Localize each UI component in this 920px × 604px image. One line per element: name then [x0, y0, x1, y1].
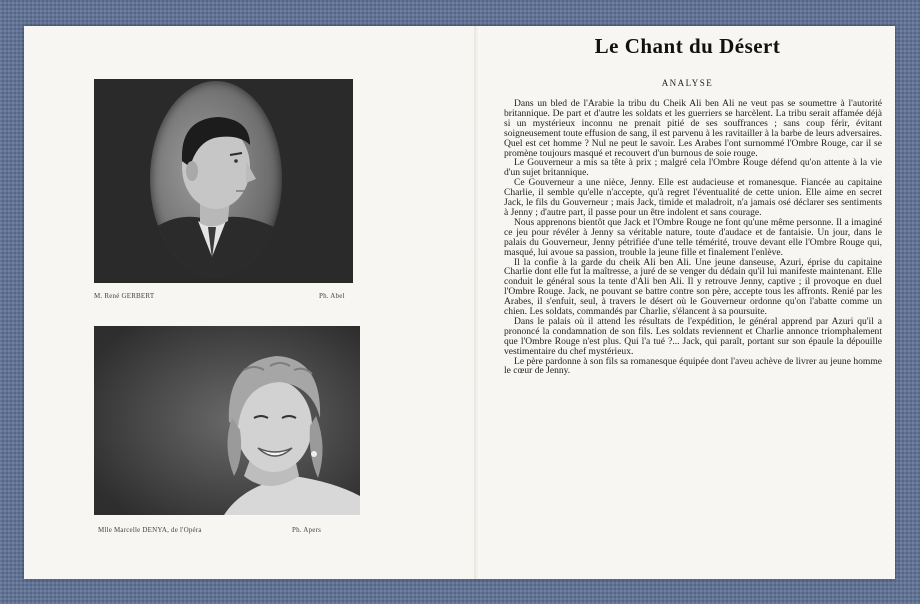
body-paragraph: Il la confie à la garde du cheik Ali ben Ali. Une jeune danseuse, Azuri, éprise du capitaine Charlie dont elle fut la maîtresse, a juré de se venger du dédain qu'il lui manifeste maintenant. Elle conduit le général sous la tente d'Ali ben Ali. Il y retrouve Jenny, captive ; il provoque en duel l'Ombre Rouge. Jack, ne pouvant se battre contre son père, accepte tous les affronts. Renié par les Arabes, il s'enfuit, seul, à travers le désert où le Gouverneur ordonne qu'on l'abatte comme un chien. Les soldats, commandés par Charlie, s'élancent à sa poursuite.	[504, 256, 882, 318]
article-title: Le Chant du Désert	[594, 34, 781, 58]
magazine-spread	[24, 26, 895, 579]
body-paragraph: Dans le palais où il attend les résultats de l'expédition, le général apprend par Azuri qu'il a prononcé la condamnation de son fils. Les soldats reviennent et Charlie annonce triomphalement que l'Ombre Rouge n'est plus. Qui l'a tué ?... Jack, qui paraît, portant sur son épaule la dépouille vestimentaire du chef mystérieux.	[504, 315, 882, 357]
photo1-caption-name: M. René GERBERT	[94, 292, 155, 300]
oval-portrait-frame	[150, 81, 282, 277]
left-page	[24, 26, 474, 579]
man-portrait-illustration	[150, 81, 282, 277]
woman-portrait-illustration	[94, 326, 360, 515]
portrait-photo-denya	[94, 326, 360, 515]
photo2-caption-name: Mlle Marcelle DENYA, de l'Opéra	[98, 526, 202, 534]
body-paragraph: Dans un bled de l'Arabie la tribu du Cheik Ali ben Ali ne veut pas se soumettre à l'autorité britannique. De part et d'autre les soldats et les guerriers se harcèlent. La tribu serait affamée déjà si un mystérieux inconnu ne prenait pitié de ses souffrances ; sans coup férir, évitant soigneusement toute effusion de sang, il est parvenu à les ravitailler à la barbe de leurs adversaires. Quel est cet homme ? Nul ne peut le savoir. Les Arabes l'ont surnommé l'Ombre Rouge, car il se promène toujours masqué et recouvert d'un burnous de soie rouge.	[504, 98, 882, 159]
right-page	[480, 26, 895, 579]
body-paragraph: Nous apprenons bientôt que Jack et l'Ombre Rouge ne font qu'une même personne. Il a imaginé ce jeu pour révéler à Jenny sa véritable nature, toute d'audace et de fantaisie. Un jour, dans le palais du Gouverneur, Jenny pétrifiée d'une telle témérité, trouve devant elle l'Ombre Rouge qui, masqué, lui avoue sa passion, trouble la jeune fille et finalement l'enlève.	[504, 216, 882, 258]
article-body	[504, 99, 882, 376]
body-paragraph: Ce Gouverneur a une nièce, Jenny. Elle est audacieuse et romanesque. Fiancée au capitaine Charlie, il semble qu'elle n'accepte, qu'à regret l'éventualité de cette union. Elle aime en secret Jack, le fils du Gouverneur ; mais Jack, timide et maladroit, n'a jamais osé déclarer ses sentiments à Jenny ; d'autre part, il passe pour un être indolent et sans courage.	[504, 177, 882, 218]
body-paragraph: Le père pardonne à son fils sa romanesque équipée dont l'aveu achève de livrer au jeune homme le cœur de Jenny.	[504, 355, 882, 377]
portrait-photo-gerbert	[94, 79, 353, 283]
photo1-caption-credit: Ph. Abel	[319, 292, 345, 300]
photo2-caption-credit: Ph. Apers	[292, 526, 322, 534]
body-paragraph: Le Gouverneur a mis sa tête à prix ; malgré cela l'Ombre Rouge défend qu'on attente à la vie d'un sujet britannique.	[504, 157, 882, 179]
article-subtitle: ANALYSE	[661, 78, 714, 88]
